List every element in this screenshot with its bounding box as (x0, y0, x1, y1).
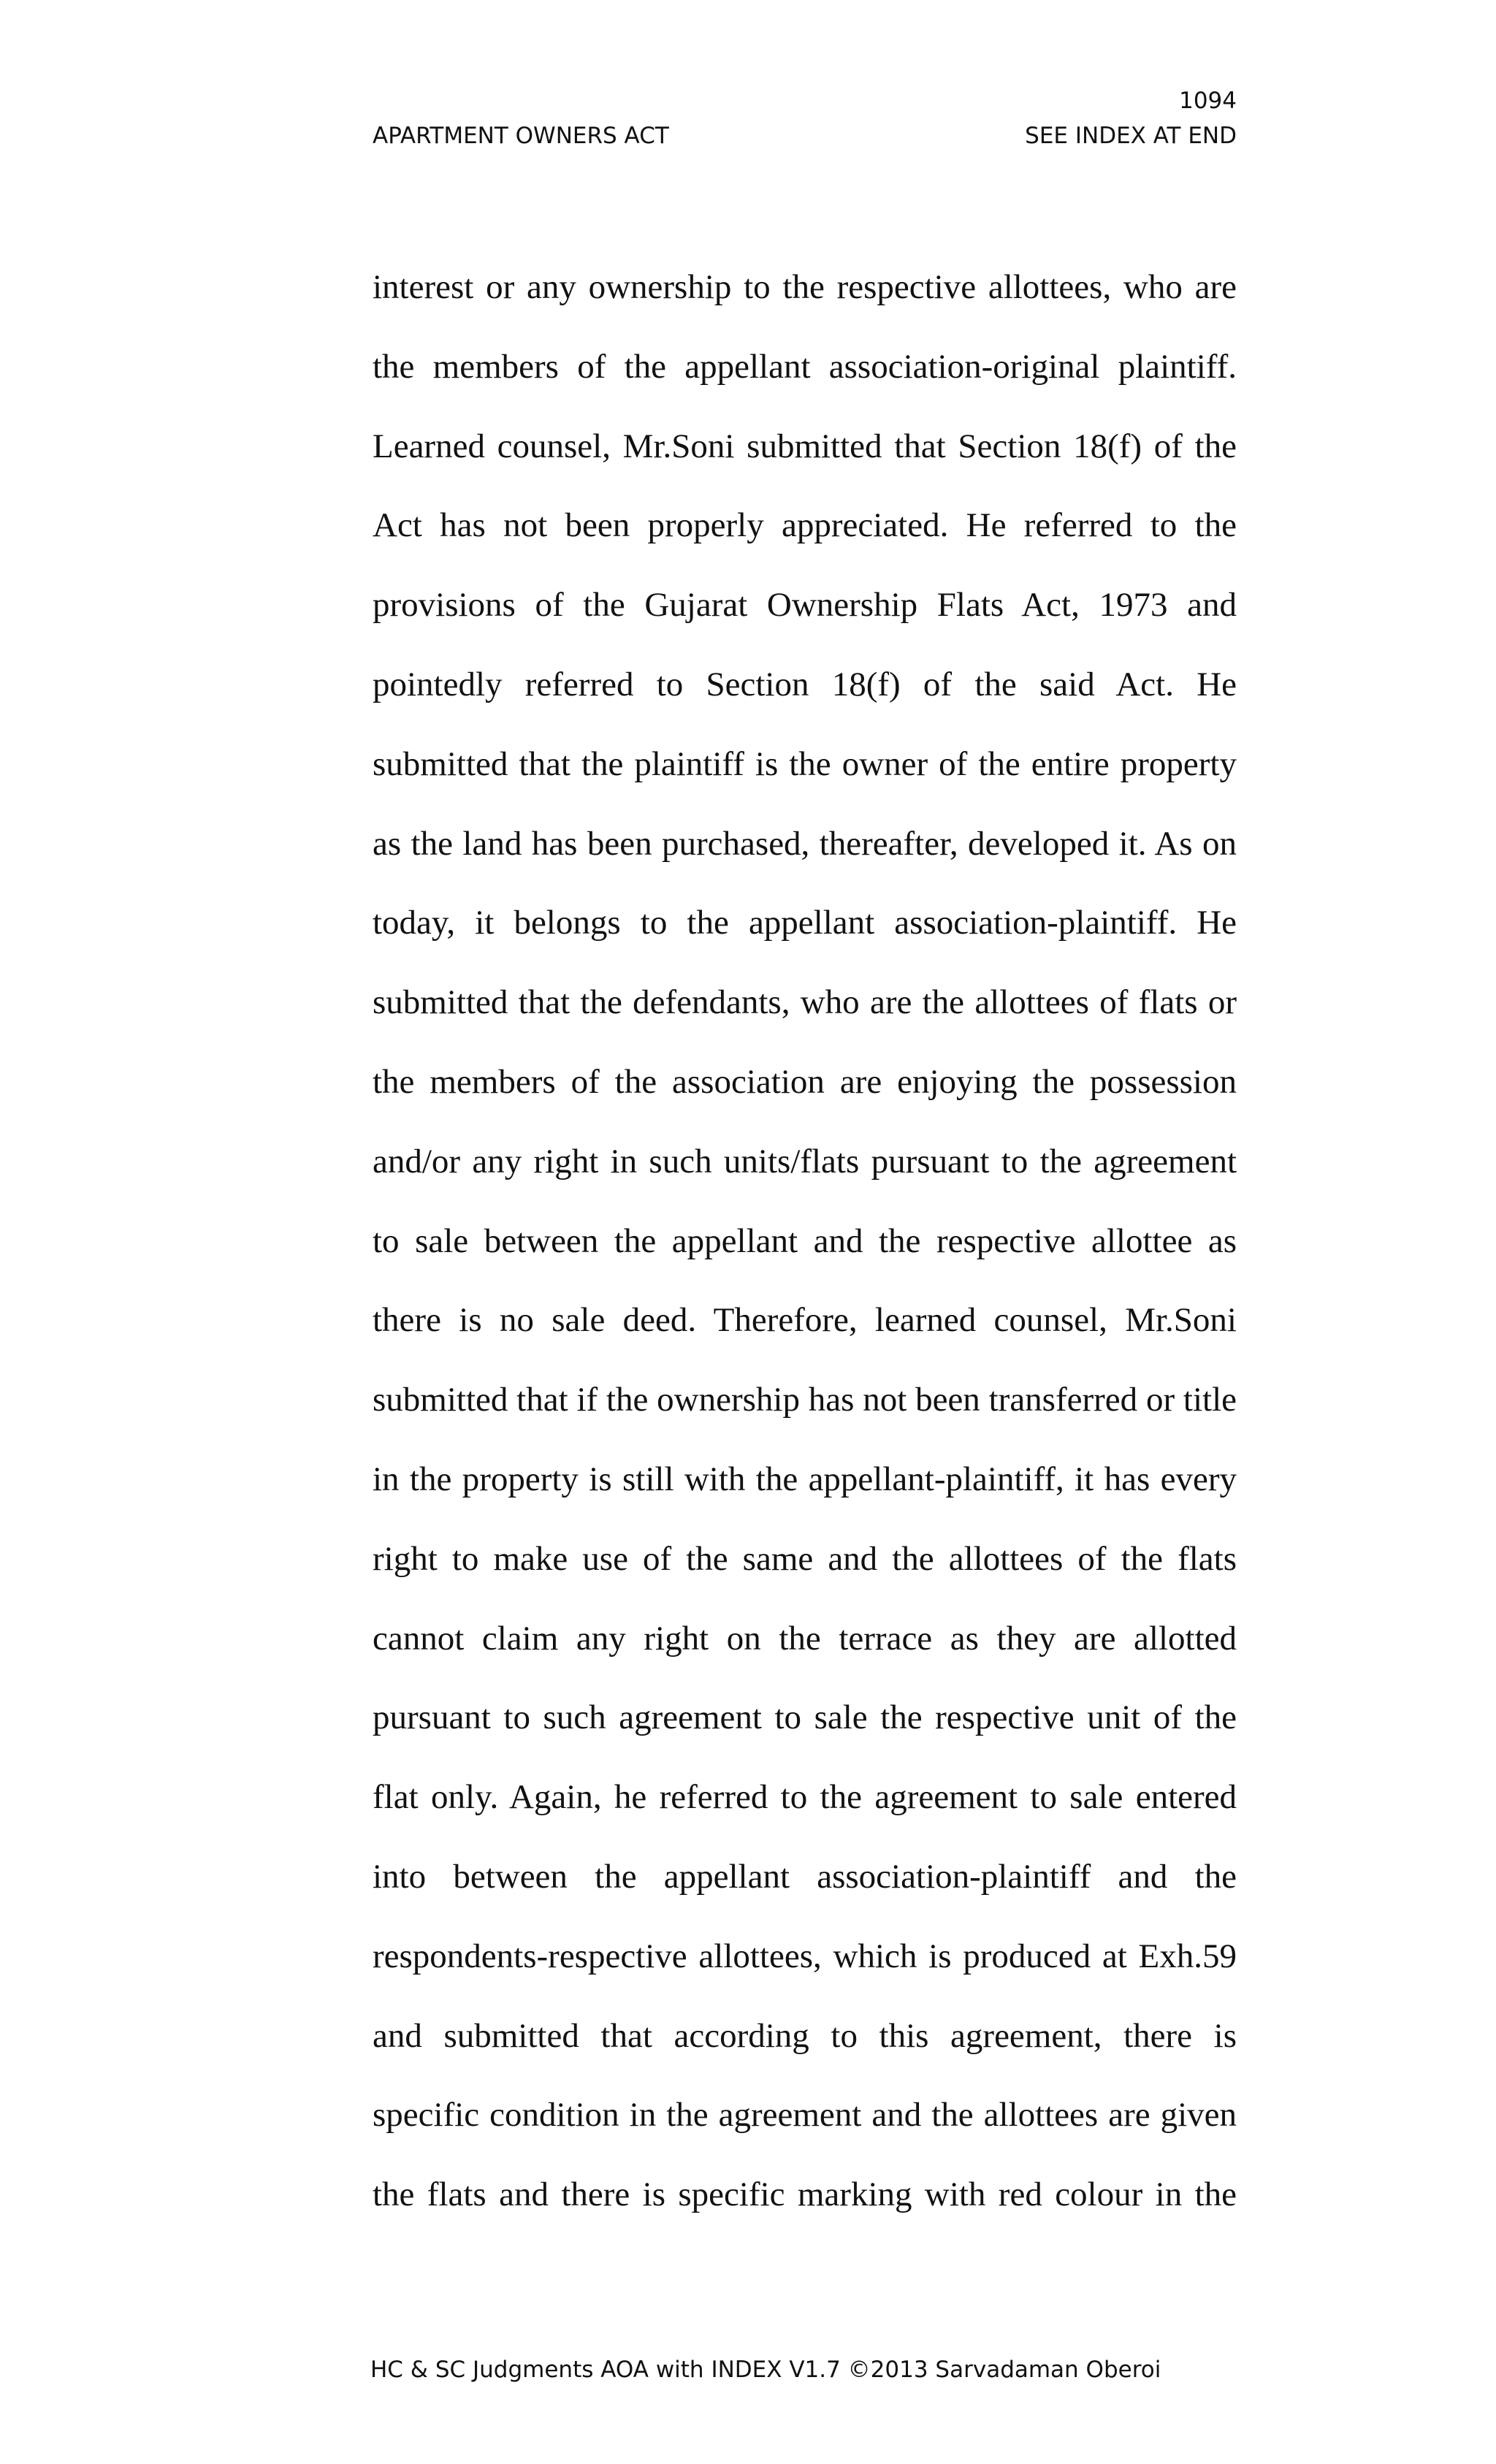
body-line: the flats and there is specific marking with red colour in the (373, 2175, 1237, 2214)
body-line: submitted that if the ownership has not been transferred or title (373, 1381, 1237, 1419)
body-line: right to make use of the same and the allottees of the flats (373, 1539, 1237, 1578)
body-line: provisions of the Gujarat Ownership Flats Act, 1973 and (373, 586, 1237, 625)
body-line: pursuant to such agreement to sale the respective unit of the (373, 1698, 1237, 1737)
body-line: flat only. Again, he referred to the agreement to sale entered (373, 1778, 1237, 1817)
body-line: pointedly referred to Section 18(f) of the said Act. He (373, 665, 1237, 703)
body-line: the members of the appellant association-original plaintiff. (373, 347, 1237, 386)
running-header-index-note: SEE INDEX AT END (1025, 123, 1237, 149)
body-line: and/or any right in such units/flats pursuant to the agreement (373, 1142, 1237, 1180)
body-line: and submitted that according to this agreement, there is (373, 2016, 1237, 2055)
running-header-title: APARTMENT OWNERS ACT (373, 123, 669, 149)
body-line: into between the appellant association-plaintiff and the (373, 1857, 1237, 1896)
body-line: today, it belongs to the appellant association-plaintiff. He (373, 904, 1237, 942)
body-line: submitted that the plaintiff is the owner of the entire property (373, 744, 1237, 783)
page-number: 1094 (1179, 88, 1237, 114)
body-line: submitted that the defendants, who are the allottees of flats or (373, 983, 1237, 1022)
body-line: interest or any ownership to the respective allottees, who are (373, 268, 1237, 306)
judgment-body-text (373, 259, 1237, 2246)
body-line: in the property is still with the appellant-plaintiff, it has every (373, 1460, 1237, 1498)
body-line: as the land has been purchased, thereafter, developed it. As on (373, 824, 1237, 863)
body-line: cannot claim any right on the terrace as they are allotted (373, 1619, 1237, 1658)
copyright-footer: HC & SC Judgments AOA with INDEX V1.7 ©2013 Sarvadaman Oberoi (370, 2357, 1161, 2383)
body-line: to sale between the appellant and the respective allottee as (373, 1221, 1237, 1260)
body-line: specific condition in the agreement and the allottees are given (373, 2096, 1237, 2135)
body-line: respondents-respective allottees, which is produced at Exh.59 (373, 1937, 1237, 1975)
body-line: Learned counsel, Mr.Soni submitted that Section 18(f) of the (373, 427, 1237, 465)
body-line: the members of the association are enjoying the possession (373, 1062, 1237, 1101)
body-line: Act has not been properly appreciated. He referred to the (373, 506, 1237, 545)
body-line: there is no sale deed. Therefore, learned counsel, Mr.Soni (373, 1301, 1237, 1340)
